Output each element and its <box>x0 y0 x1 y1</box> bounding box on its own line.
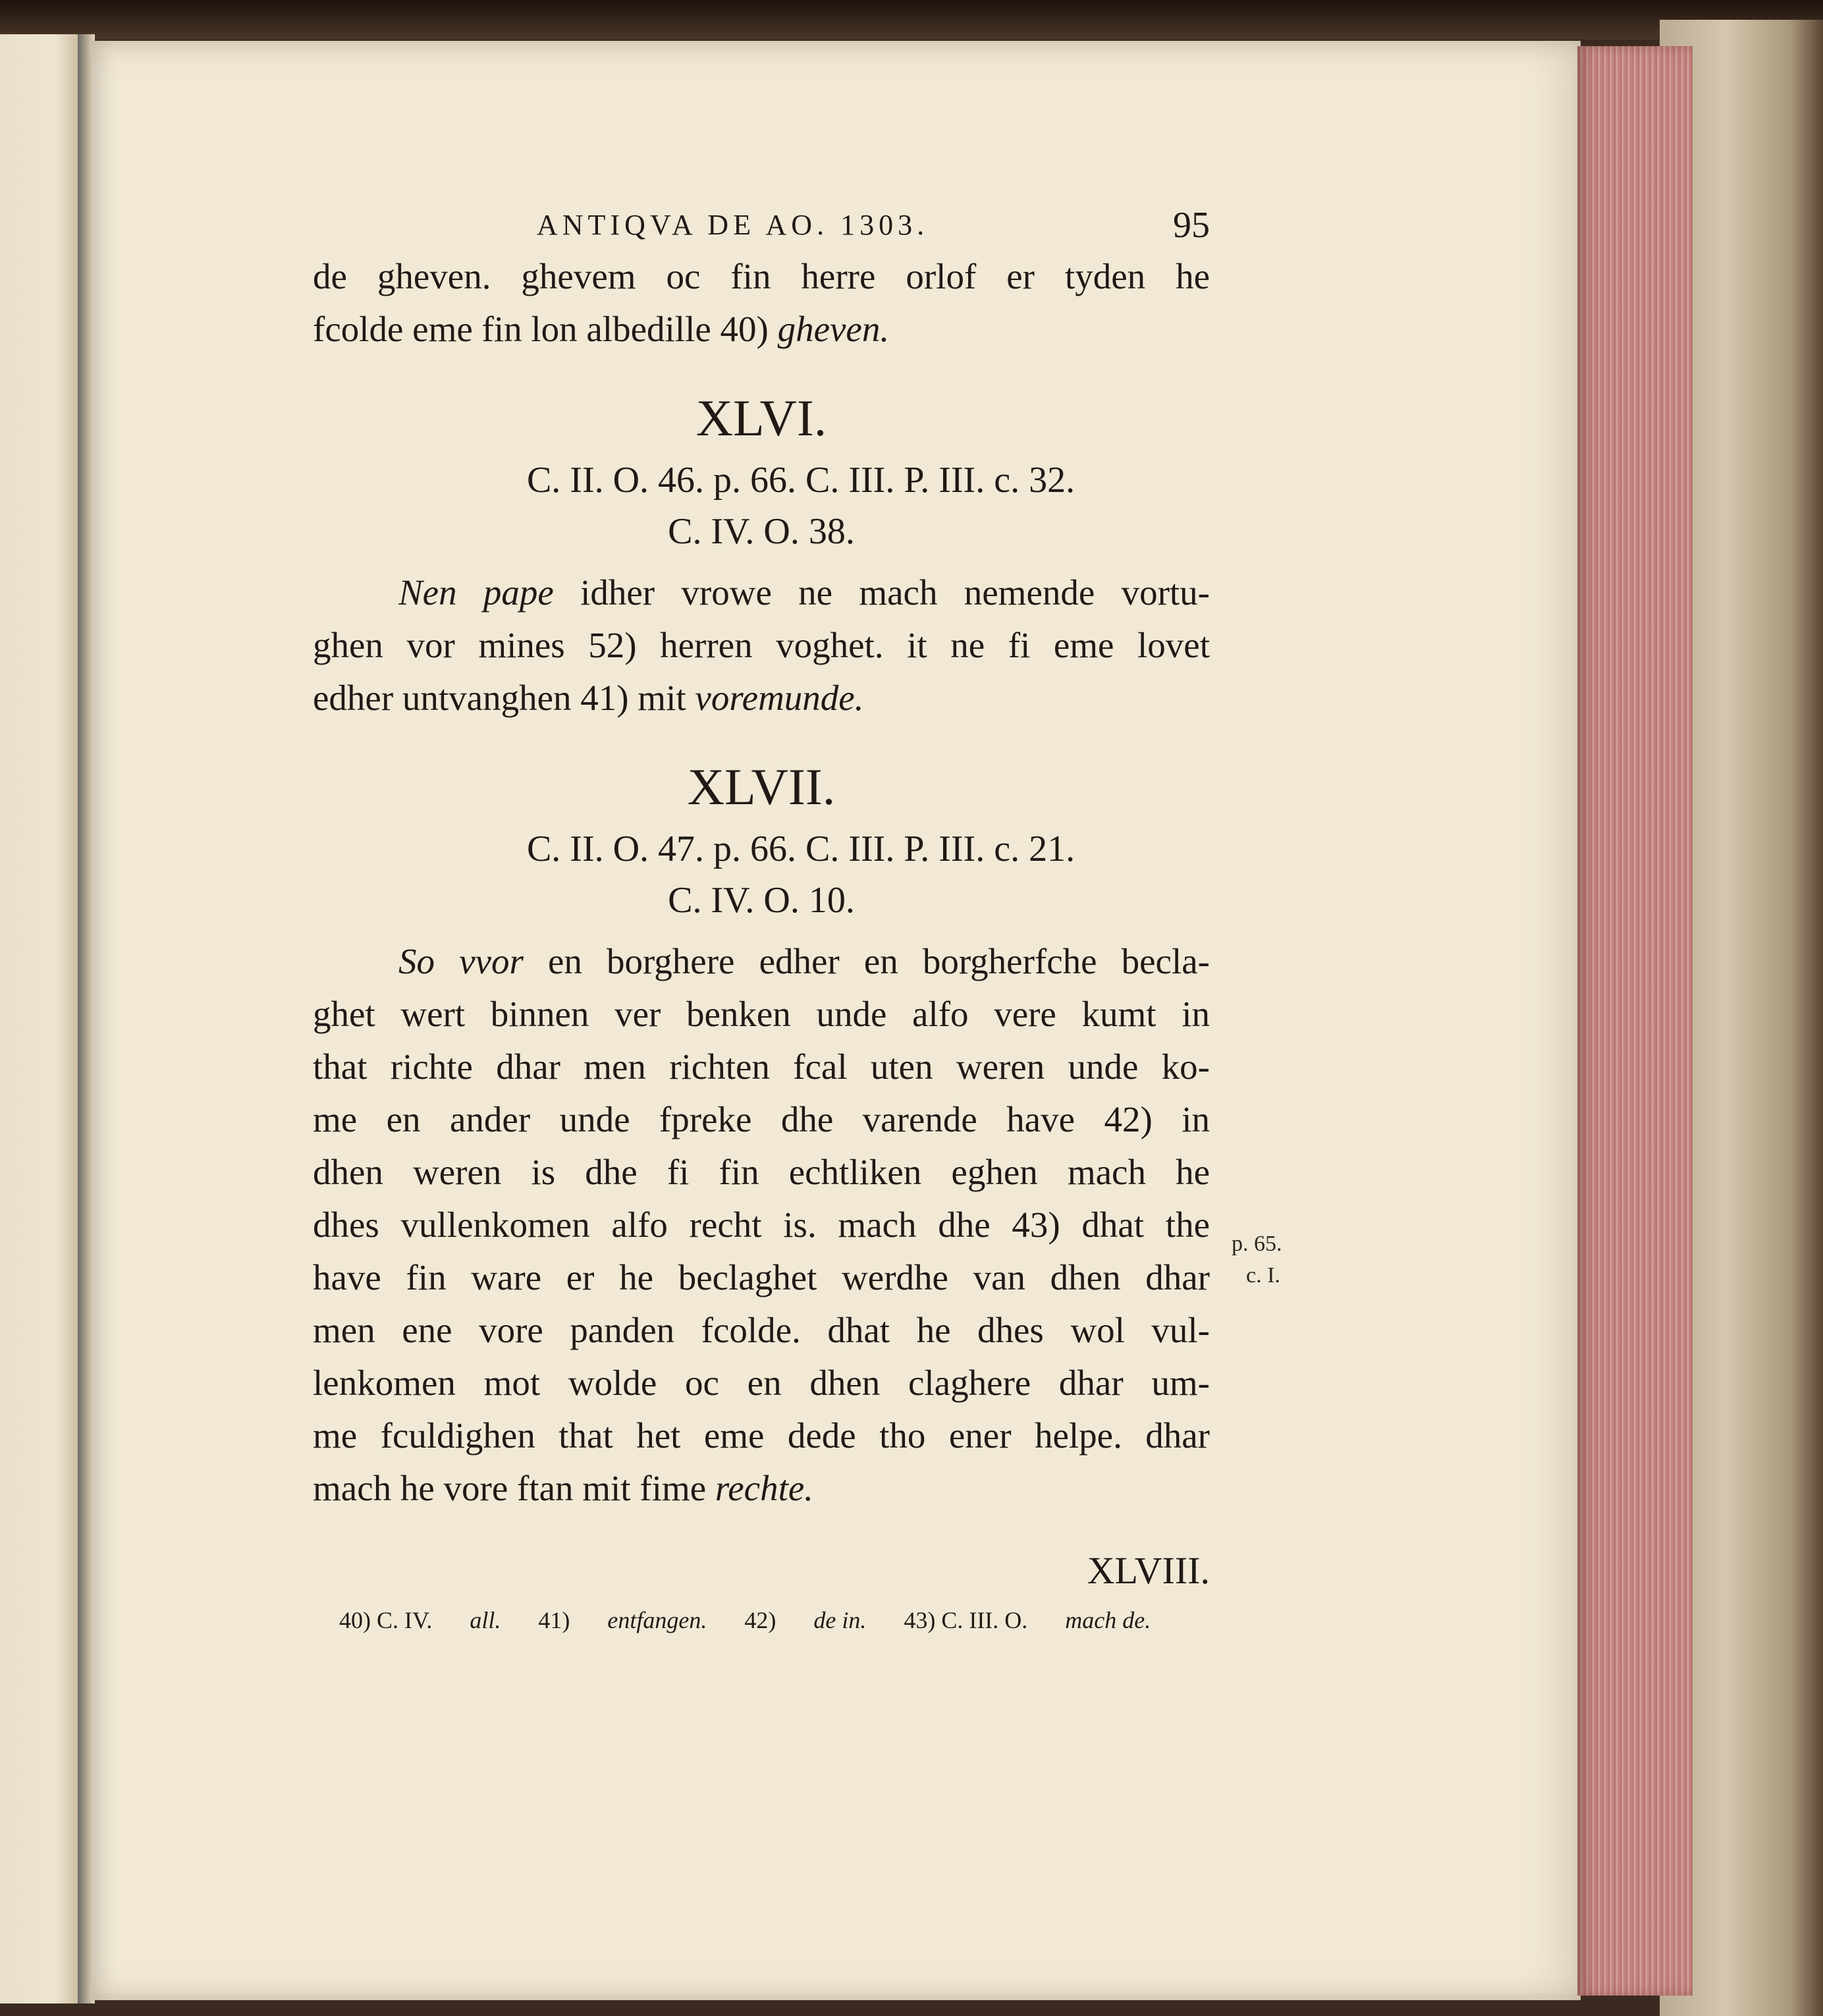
text-line: that richte dhar men richten fcal uten weren unde ko- <box>313 1047 1210 1087</box>
page-content <box>313 198 1210 1640</box>
footnote: 40) C. IV. all. <box>339 1607 501 1633</box>
text-line: ghen vor mines 52) herren voghet. it ne fi eme lovet <box>313 625 1210 665</box>
text-line: ghet wert binnen ver benken unde alfo vere kumt in <box>313 994 1210 1034</box>
text-line: edher untvanghen 41) mit voremunde. <box>313 678 864 718</box>
text-line: So vvor en borghere edher en borgherfche becla- <box>398 941 1210 981</box>
footnotes <box>313 1600 1210 1640</box>
text-line: me fculdighen that het eme dede tho ener helpe. dhar <box>313 1415 1210 1456</box>
text-line: dhen weren is dhe fi fin echtliken eghen mach he <box>313 1152 1210 1192</box>
catchword: XLVIII. <box>1087 1549 1210 1592</box>
footnote: 42) de in. <box>744 1607 867 1633</box>
text-line: fcolde eme fin lon albedille 40) gheven. <box>313 309 890 349</box>
text-line: men ene vore panden fcolde. dhat he dhes wol vul- <box>313 1310 1210 1350</box>
background-top <box>0 0 1823 40</box>
text-line: have fin ware er he beclaghet werdhe van dhen dhar <box>313 1257 1210 1297</box>
section-reference: C. II. O. 47. p. 66. C. III. P. III. c. 21. <box>526 829 1075 869</box>
section-reference: C. II. O. 46. p. 66. C. III. P. III. c. 32. <box>526 460 1075 501</box>
footnote: 41) entfangen. <box>538 1607 707 1633</box>
running-head <box>313 198 1210 250</box>
footnote: 43) C. III. O. mach de. <box>904 1607 1151 1633</box>
text-line: Nen pape idher vrowe ne mach nemende vortu- <box>398 572 1210 613</box>
margin-note <box>1232 1228 1282 1292</box>
text-line: me en ander unde fpreke dhe varende have 42) in <box>313 1099 1210 1139</box>
running-title: ANTIQVA DE AO. 1303. <box>537 209 929 241</box>
section-reference: C. IV. O. 38. <box>668 511 855 552</box>
text-line: lenkomen mot wolde oc en dhen claghere dhar um- <box>313 1363 1210 1403</box>
left-page-edge <box>0 34 82 2003</box>
margin-note-page: p. 65. <box>1232 1232 1282 1256</box>
section-heading-47: XLVII. <box>687 758 836 815</box>
text-line: de gheven. ghevem oc fin herre orlof er tyden he <box>313 256 1210 296</box>
section-heading-46: XLVI. <box>695 389 827 447</box>
section-reference: C. IV. O. 10. <box>668 880 855 921</box>
margin-note-column: c. I. <box>1246 1263 1280 1288</box>
paragraph-46 <box>313 566 1210 724</box>
page-fore-edge <box>1577 46 1693 1996</box>
paragraph-47 <box>313 935 1210 1515</box>
text-line: dhes vullenkomen alfo recht is. mach dhe 43) dhat the <box>313 1205 1210 1245</box>
text-line: mach he vore ftan mit fime rechte. <box>313 1468 814 1508</box>
page-number: 95 <box>1173 205 1210 246</box>
